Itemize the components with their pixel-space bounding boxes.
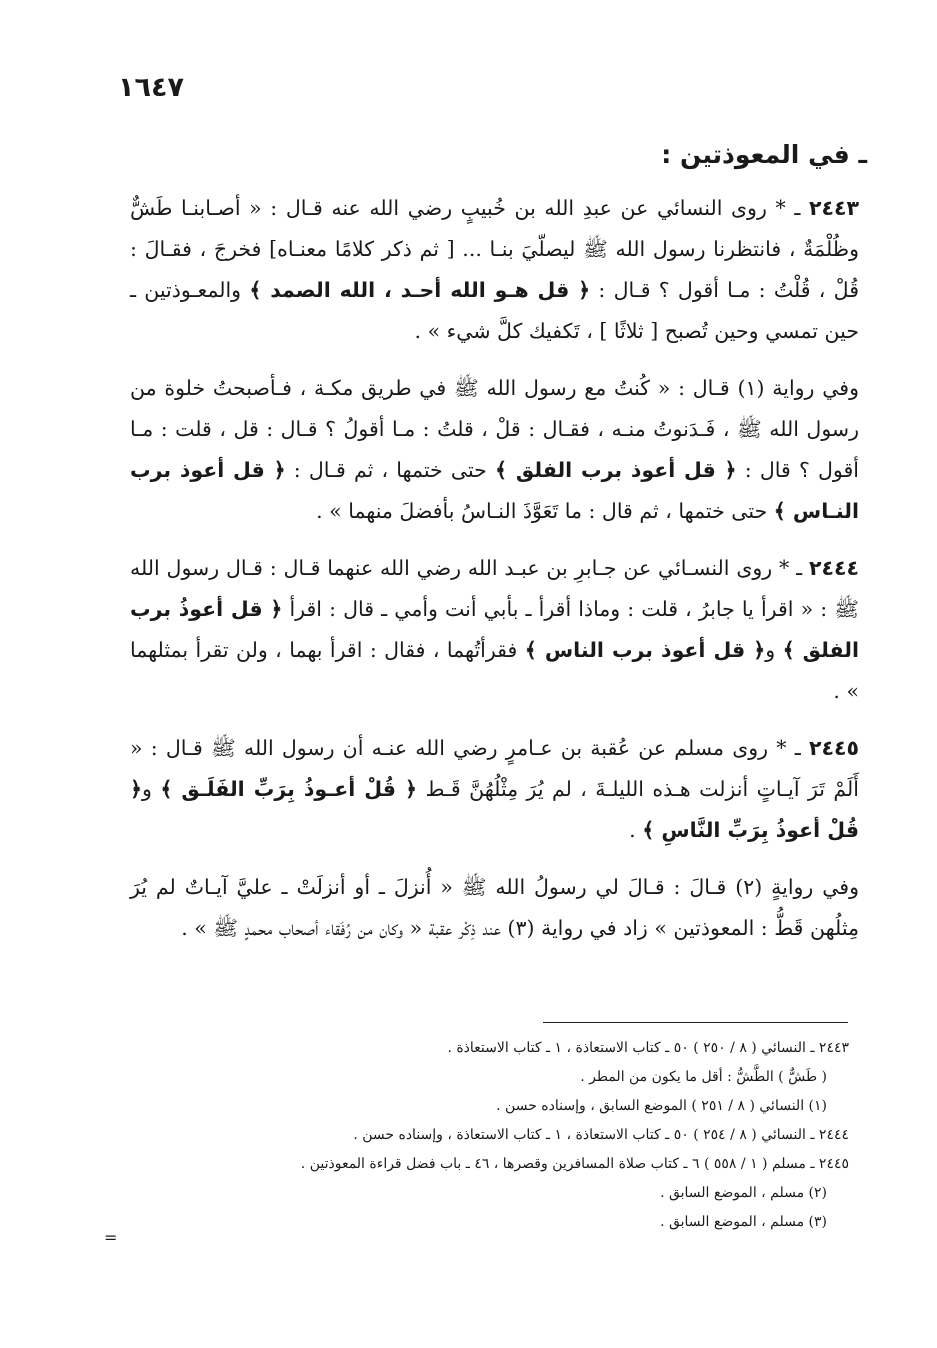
hadith-text: حتى ختمها ، ثم قـال :: [285, 458, 496, 482]
footnote: ٢٤٤٤ ـ النسائي ( ٨ / ٢٥٤ ) ٥٠ ـ كتاب الاستعاذة ، ١ ـ كتاب الاستعاذة ، وإسناده حسن .: [353, 1127, 849, 1143]
hadith-number: ٢٤٤٣: [808, 196, 859, 220]
hadith-text: وفي رواية (١) قـال : « كُنتُ مع رسول الله ﷺ في طريق مكـة ، فـأصبحتُ خلوة من رسول الله ﷺ ، فَـدَنوتُ منـه ، فقـال : قلْ ، قلتُ : مـا أقولُ ؟ قـال : قل ، قلت : مـا أقول ؟ قال :: [130, 376, 860, 482]
quran-quote: ﴿ قل أعوذ برب الناس ﴾: [524, 638, 766, 662]
hadith-2444: [130, 548, 859, 712]
hadith-text: ـ * روى مسلم عن عُقبة بن عـامرٍ رضي الله عنـه أن رسول الله ﷺ قـال : « أَلَمْ تَرَ آيـاتٍ أنزلت هـذه الليلـةَ ، لم يُرَ مِثْلُهُنَّ قَـط: [130, 736, 859, 801]
margin-mark: =: [104, 1228, 118, 1247]
footnote: ٢٤٤٣ ـ النسائي ( ٨ / ٢٥٠ ) ٥٠ ـ كتاب الاستعاذة ، ١ ـ كتاب الاستعاذة .: [447, 1040, 849, 1056]
footnote: ( طَشٌّ ) الطَّشُّ : أقل ما يكون من المطر .: [580, 1069, 827, 1085]
hadith-2445: [130, 728, 859, 851]
hadith-number: ٢٤٤٥: [808, 736, 859, 760]
quran-quote: ﴿ قل أعوذ برب الفلق ﴾: [495, 458, 737, 482]
quran-quote: ﴿ قل أعوذ برب النـاس ﴾: [130, 458, 859, 523]
quran-quote: ﴿ قُلْ أعوذُ بِرَبِّ النَّاسِ ﴾: [130, 777, 859, 842]
page-number: ١٦٤٧: [118, 72, 184, 103]
quran-quote: ﴿ قل أعوذُ برب الفلق ﴾: [130, 597, 859, 662]
main-text: [130, 188, 859, 965]
hadith-text: حتى ختمها ، ثم قال : ما تَعَوَّذَ النـاسُ بأفضلَ منهما » .: [316, 499, 774, 523]
hadith-number: ٢٤٤٤: [808, 556, 859, 580]
footnotes: [150, 1034, 849, 1237]
footnote-divider: [543, 1022, 848, 1023]
narration-1: [130, 368, 859, 532]
hadith-text: .: [629, 818, 643, 842]
quran-quote: ﴿ قل هـو الله أحـد ، الله الصمد ﴾: [249, 278, 591, 302]
footnote: (٢) مسلم ، الموضع السابق .: [660, 1185, 827, 1201]
narration-2: [130, 867, 859, 949]
footnote: (١) النسائي ( ٨ / ٢٥١ ) الموضع السابق ، وإسناده حسن .: [496, 1098, 827, 1114]
hadith-2443: [130, 188, 859, 352]
hadith-text: ـ * روى النسائي عن عبدِ الله بن خُبيبٍ رضي الله عنه قـال : « أصـابنـا طَشٌّ وظُلْمَةٌ ، فانتظرنا رسول الله ﷺ ليصلّيَ بنـا ... [ ثم ذكر كلامًا معنـاه] فخرجَ ، فقـالَ : قُلْ ، قُلْتُ : مـا أقول ؟ قـال :: [130, 196, 859, 302]
footnote: ٢٤٤٥ ـ مسلم ( ١ / ٥٥٨ ) ٦ ـ كتاب صلاة المسافرين وقصرها ، ٤٦ ـ باب فضل قراءة المعوذتين .: [300, 1156, 849, 1172]
quran-quote: ﴿ قُلْ أعـوذُ بِرَبِّ الفَلَـق ﴾: [160, 777, 418, 801]
hadith-text: و: [765, 638, 783, 662]
hadith-text: وفي روايةٍ (٢) قـالَ : قـالَ لي رسولُ الله ﷺ « أُنزلَ ـ أو أنزلَتْ ـ عليَّ آيـاتٌ لم يُرَ مِثلُهن قَطُّ : المعوذتين » زاد في رواية (٣) عند ذِكْر عقبة « وكان من رُفَقاء أصحاب محمدٍ ﷺ » .: [130, 875, 860, 940]
section-heading: ـ في المعوذتين :: [661, 140, 867, 169]
hadith-text: والمعـوذتين ـ حين تمسي وحين تُصبح [ ثلاثًا ] ، تَكفيك كلَّ شيء » .: [130, 278, 859, 343]
hadith-text: ـ * روى النسـائي عن جـابرِ بن عبـد الله رضي الله عنهما قـال : قـال رسول الله ﷺ : « اقرأ يا جابرُ ، قلت : وماذا أقرأ ـ بأبي أنت وأمي ـ قال : اقرأ: [130, 556, 859, 621]
hadith-text: فقرأتُهما ، فقال : اقرأ بهما ، ولن تقرأ بمثلهما » .: [130, 638, 859, 703]
hadith-text: و: [142, 777, 161, 801]
footnote: (٣) مسلم ، الموضع السابق .: [660, 1214, 827, 1230]
